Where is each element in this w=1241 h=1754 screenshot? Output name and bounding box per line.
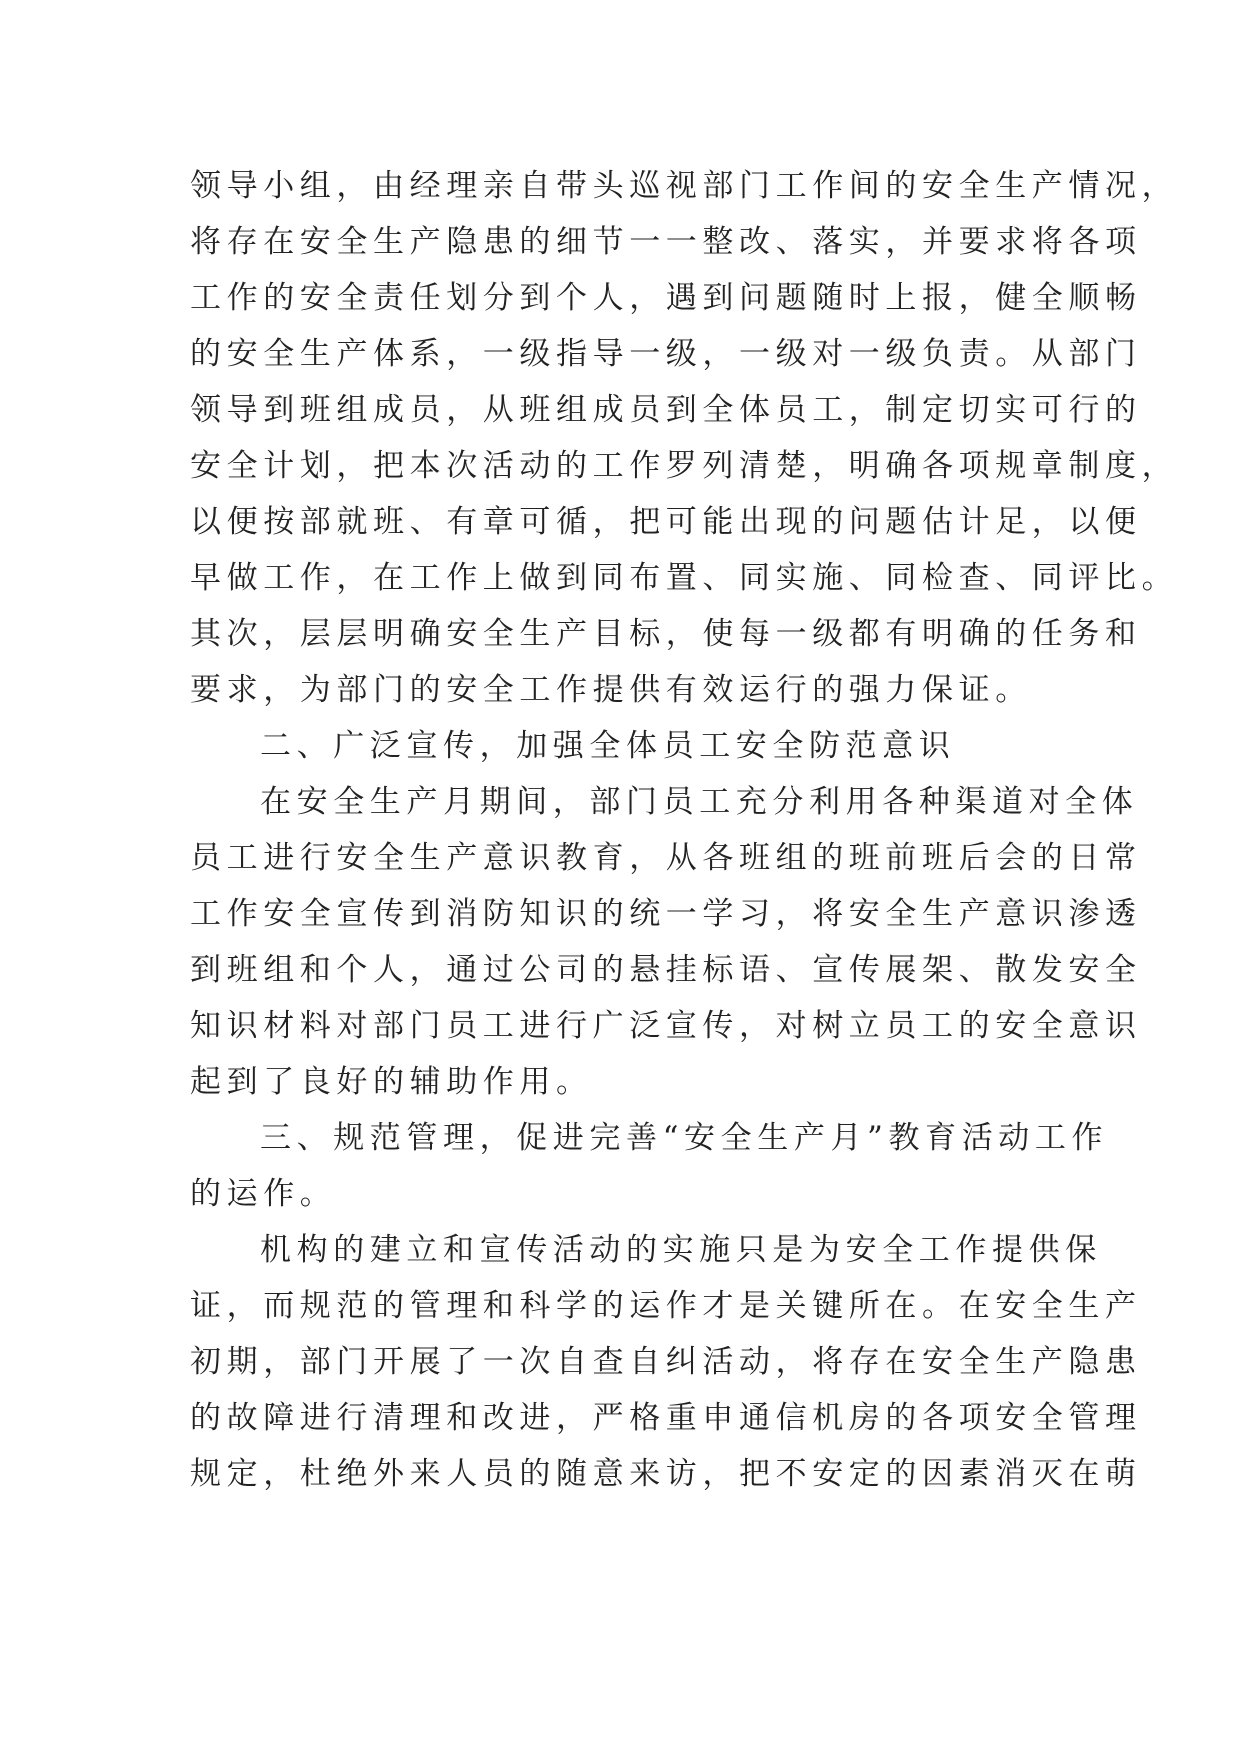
text-line: 到班组和个人，通过公司的悬挂标语、宣传展架、散发安全 <box>190 952 1142 988</box>
text-line: 知识材料对部门员工进行广泛宣传，对树立员工的安全意识 <box>190 1008 1142 1044</box>
text-line: 的安全生产体系，一级指导一级，一级对一级负责。从部门 <box>190 336 1142 372</box>
text-line: 证，而规范的管理和科学的运作才是关键所在。在安全生产 <box>190 1288 1142 1324</box>
body-text <box>190 158 1179 1502</box>
text-line: 工作的安全责任划分到个人，遇到问题随时上报，健全顺畅 <box>190 280 1142 316</box>
text-line: 将存在安全生产隐患的细节一一整改、落实，并要求将各项 <box>190 224 1142 260</box>
text-line: 领导到班组成员，从班组成员到全体员工，制定切实可行的 <box>190 392 1142 428</box>
section-heading: 三、规范管理，促进完善“安全生产月”教育活动工作 <box>260 1120 1109 1156</box>
text-line: 安全计划，把本次活动的工作罗列清楚，明确各项规章制度， <box>190 448 1179 484</box>
text-line: 其次，层层明确安全生产目标，使每一级都有明确的任务和 <box>190 616 1142 652</box>
text-line: 以便按部就班、有章可循，把可能出现的问题估计足，以便 <box>190 504 1142 540</box>
text-line: 的故障进行清理和改进，严格重申通信机房的各项安全管理 <box>190 1400 1142 1436</box>
text-line: 的运作。 <box>190 1176 337 1212</box>
text-line: 在安全生产月期间，部门员工充分利用各种渠道对全体 <box>260 784 1139 820</box>
text-line: 领导小组，由经理亲自带头巡视部门工作间的安全生产情况， <box>190 168 1179 204</box>
text-line: 工作安全宣传到消防知识的统一学习，将安全生产意识渗透 <box>190 896 1142 932</box>
text-line: 机构的建立和宣传活动的实施只是为安全工作提供保 <box>260 1232 1102 1268</box>
text-line: 要求，为部门的安全工作提供有效运行的强力保证。 <box>190 672 1032 708</box>
text-line: 早做工作，在工作上做到同布置、同实施、同检查、同评比。 <box>190 560 1179 596</box>
text-line: 规定，杜绝外来人员的随意来访，把不安定的因素消灭在萌 <box>190 1456 1142 1492</box>
text-line: 员工进行安全生产意识教育，从各班组的班前班后会的日常 <box>190 840 1142 876</box>
section-heading: 二、广泛宣传，加强全体员工安全防范意识 <box>260 728 956 764</box>
text-line: 初期，部门开展了一次自查自纠活动，将存在安全生产隐患 <box>190 1344 1142 1380</box>
text-line: 起到了良好的辅助作用。 <box>190 1064 593 1100</box>
